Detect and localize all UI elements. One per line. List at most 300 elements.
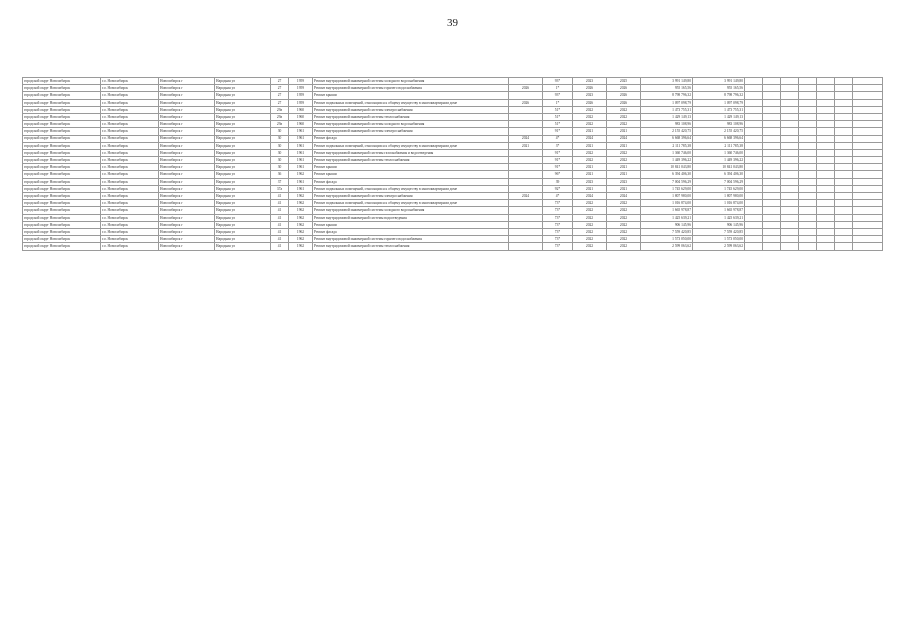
cell-empty bbox=[835, 121, 853, 128]
cell-year-c: 2022 bbox=[573, 149, 607, 156]
cell-empty bbox=[853, 207, 883, 214]
cell-wear: 73* bbox=[543, 221, 573, 228]
cell-empty bbox=[745, 142, 763, 149]
cell-street: Народная ул bbox=[215, 85, 271, 92]
cell-work-type: Ремонт фасада bbox=[313, 228, 509, 235]
cell-empty bbox=[745, 207, 763, 214]
cell-empty bbox=[817, 149, 835, 156]
cell-house: 41 bbox=[271, 243, 289, 250]
cell-empty bbox=[817, 113, 835, 120]
cell-empty bbox=[781, 185, 799, 192]
cell-year-d: 2022 bbox=[607, 149, 641, 156]
table-row bbox=[23, 157, 883, 164]
cell-year-c: 2022 bbox=[573, 214, 607, 221]
cell-year-d: 2022 bbox=[607, 236, 641, 243]
cell-district: городской округ Новосибирск bbox=[23, 171, 101, 178]
cell-wear: 51* bbox=[543, 121, 573, 128]
cell-empty bbox=[835, 214, 853, 221]
cell-cost: 1 473 755,31 bbox=[641, 106, 693, 113]
cell-work-type: Ремонт внутридомовой инженерной системы холодного водоснабжения bbox=[313, 78, 509, 85]
cell-city: Новосибирск г bbox=[159, 128, 215, 135]
cell-empty bbox=[817, 243, 835, 250]
cell-locality-type: г.о. Новосибирск bbox=[101, 236, 159, 243]
cell-empty bbox=[853, 214, 883, 221]
cell-empty bbox=[745, 149, 763, 156]
cell-year-c: 2022 bbox=[573, 106, 607, 113]
cell-district: городской округ Новосибирск bbox=[23, 99, 101, 106]
cell-year: 1961 bbox=[289, 185, 313, 192]
cell-empty bbox=[853, 178, 883, 185]
cell-year-a bbox=[509, 128, 543, 135]
cell-district: городской округ Новосибирск bbox=[23, 221, 101, 228]
cell-year-d: 2021 bbox=[607, 185, 641, 192]
cell-empty bbox=[799, 178, 817, 185]
cell-empty bbox=[763, 157, 781, 164]
cell-cost: 6 394 406,30 bbox=[641, 171, 693, 178]
cell-year-a: 2026 bbox=[509, 85, 543, 92]
cell-empty bbox=[817, 106, 835, 113]
cell-year: 1961 bbox=[289, 157, 313, 164]
cell-empty bbox=[799, 113, 817, 120]
cell-street: Народная ул bbox=[215, 228, 271, 235]
cell-empty bbox=[745, 106, 763, 113]
cell-year: 1962 bbox=[289, 200, 313, 207]
cell-house: 29а bbox=[271, 106, 289, 113]
cell-year-d: 2022 bbox=[607, 121, 641, 128]
cell-empty bbox=[835, 106, 853, 113]
cell-empty bbox=[781, 99, 799, 106]
cell-work-type: Ремонт крыши bbox=[313, 221, 509, 228]
cell-city: Новосибирск г bbox=[159, 236, 215, 243]
cell-locality-type: г.о. Новосибирск bbox=[101, 228, 159, 235]
cell-street: Народная ул bbox=[215, 200, 271, 207]
cell-street: Народная ул bbox=[215, 157, 271, 164]
cell-empty bbox=[799, 200, 817, 207]
cell-empty bbox=[853, 171, 883, 178]
cell-empty bbox=[835, 128, 853, 135]
cell-cost-total: 1 665 978,87 bbox=[693, 207, 745, 214]
cell-empty bbox=[745, 99, 763, 106]
cell-street: Народная ул bbox=[215, 142, 271, 149]
cell-district: городской округ Новосибирск bbox=[23, 128, 101, 135]
cell-locality-type: г.о. Новосибирск bbox=[101, 128, 159, 135]
cell-work-type: Ремонт крыши bbox=[313, 171, 509, 178]
cell-empty bbox=[853, 106, 883, 113]
cell-locality-type: г.о. Новосибирск bbox=[101, 121, 159, 128]
cell-year: 1962 bbox=[289, 236, 313, 243]
cell-district: городской округ Новосибирск bbox=[23, 193, 101, 200]
cell-street: Народная ул bbox=[215, 214, 271, 221]
cell-city: Новосибирск г bbox=[159, 113, 215, 120]
cell-year-d: 2023 bbox=[607, 178, 641, 185]
cell-street: Народная ул bbox=[215, 221, 271, 228]
cell-empty bbox=[853, 78, 883, 85]
cell-empty bbox=[745, 228, 763, 235]
cell-year-a bbox=[509, 121, 543, 128]
cell-work-type: Ремонт крыши bbox=[313, 92, 509, 99]
cell-year-a bbox=[509, 164, 543, 171]
cell-cost: 2 111 785,38 bbox=[641, 142, 693, 149]
cell-locality-type: г.о. Новосибирск bbox=[101, 200, 159, 207]
cell-cost-total: 2 111 785,38 bbox=[693, 142, 745, 149]
cell-empty bbox=[763, 178, 781, 185]
cell-year-c: 2023 bbox=[573, 78, 607, 85]
cell-year-c: 2026 bbox=[573, 85, 607, 92]
cell-year-c: 2022 bbox=[573, 121, 607, 128]
cell-empty bbox=[781, 157, 799, 164]
cell-street: Народная ул bbox=[215, 92, 271, 99]
cell-city: Новосибирск г bbox=[159, 157, 215, 164]
cell-district: городской округ Новосибирск bbox=[23, 236, 101, 243]
cell-year-a bbox=[509, 214, 543, 221]
cell-empty bbox=[817, 128, 835, 135]
cell-year-c: 2021 bbox=[573, 128, 607, 135]
cell-empty bbox=[781, 92, 799, 99]
cell-street: Народная ул bbox=[215, 164, 271, 171]
cell-city: Новосибирск г bbox=[159, 164, 215, 171]
cell-year-d: 2022 bbox=[607, 200, 641, 207]
cell-empty bbox=[817, 228, 835, 235]
cell-house: 29а bbox=[271, 113, 289, 120]
cell-cost-total: 1 473 755,31 bbox=[693, 106, 745, 113]
cell-empty bbox=[853, 164, 883, 171]
cell-empty bbox=[799, 92, 817, 99]
cell-house: 41 bbox=[271, 193, 289, 200]
cell-empty bbox=[799, 207, 817, 214]
cell-empty bbox=[763, 92, 781, 99]
cell-year: 1962 bbox=[289, 171, 313, 178]
cell-empty bbox=[763, 113, 781, 120]
cell-work-type: Ремонт внутридомовой инженерной системы холодного водоснабжения bbox=[313, 207, 509, 214]
cell-house: 41 bbox=[271, 200, 289, 207]
cell-street: Народная ул bbox=[215, 236, 271, 243]
cell-empty bbox=[781, 149, 799, 156]
cell-city: Новосибирск г bbox=[159, 207, 215, 214]
cell-empty bbox=[835, 142, 853, 149]
cell-cost: 7 004 596,29 bbox=[641, 178, 693, 185]
cell-empty bbox=[745, 135, 763, 142]
page-number: 39 bbox=[447, 17, 458, 29]
cell-district: городской округ Новосибирск bbox=[23, 85, 101, 92]
cell-wear: 73* bbox=[543, 207, 573, 214]
cell-year-a: 2024 bbox=[509, 135, 543, 142]
cell-empty bbox=[781, 193, 799, 200]
cell-empty bbox=[835, 171, 853, 178]
cell-city: Новосибирск г bbox=[159, 92, 215, 99]
cell-empty bbox=[835, 228, 853, 235]
cell-cost: 7 559 420,85 bbox=[641, 228, 693, 235]
cell-locality-type: г.о. Новосибирск bbox=[101, 142, 159, 149]
cell-city: Новосибирск г bbox=[159, 193, 215, 200]
cell-cost: 906 145,96 bbox=[641, 221, 693, 228]
cell-wear: 4* bbox=[543, 193, 573, 200]
cell-house: 30 bbox=[271, 157, 289, 164]
cell-year-d: 2022 bbox=[607, 228, 641, 235]
cell-empty bbox=[853, 121, 883, 128]
cell-street: Народная ул bbox=[215, 113, 271, 120]
cell-empty bbox=[781, 178, 799, 185]
cell-year-c: 2022 bbox=[573, 221, 607, 228]
cell-locality-type: г.о. Новосибирск bbox=[101, 243, 159, 250]
cell-work-type: Ремонт внутридомовой инженерной системы водоотведения bbox=[313, 214, 509, 221]
cell-locality-type: г.о. Новосибирск bbox=[101, 106, 159, 113]
cell-district: городской округ Новосибирск bbox=[23, 185, 101, 192]
table-row bbox=[23, 171, 883, 178]
table-row bbox=[23, 149, 883, 156]
cell-house: 37 bbox=[271, 178, 289, 185]
cell-cost-total: 955 165,56 bbox=[693, 85, 745, 92]
cell-cost: 2 599 063,62 bbox=[641, 243, 693, 250]
cell-year: 1959 bbox=[289, 78, 313, 85]
cell-empty bbox=[781, 121, 799, 128]
cell-empty bbox=[799, 164, 817, 171]
cell-empty bbox=[835, 92, 853, 99]
cell-work-type: Ремонт внутридомовой инженерной системы холодного водоснабжения bbox=[313, 121, 509, 128]
cell-empty bbox=[853, 85, 883, 92]
table-row bbox=[23, 164, 883, 171]
cell-year-d: 2026 bbox=[607, 92, 641, 99]
table-row bbox=[23, 200, 883, 207]
cell-empty bbox=[781, 200, 799, 207]
cell-empty bbox=[853, 142, 883, 149]
cell-year-a bbox=[509, 207, 543, 214]
cell-year-a: 2021 bbox=[509, 142, 543, 149]
cell-wear: 73* bbox=[543, 200, 573, 207]
cell-year-d: 2022 bbox=[607, 207, 641, 214]
cell-house: 41 bbox=[271, 228, 289, 235]
cell-year-a bbox=[509, 157, 543, 164]
cell-wear: 91* bbox=[543, 157, 573, 164]
cell-year-a: 2026 bbox=[509, 99, 543, 106]
cell-empty bbox=[781, 243, 799, 250]
cell-cost-total: 2 155 420,75 bbox=[693, 128, 745, 135]
cell-house: 36 bbox=[271, 171, 289, 178]
cell-year-d: 2021 bbox=[607, 128, 641, 135]
cell-empty bbox=[745, 85, 763, 92]
table-row bbox=[23, 85, 883, 92]
cell-locality-type: г.о. Новосибирск bbox=[101, 214, 159, 221]
cell-wear: 91* bbox=[543, 164, 573, 171]
table-row bbox=[23, 207, 883, 214]
cell-empty bbox=[763, 78, 781, 85]
cell-district: городской округ Новосибирск bbox=[23, 200, 101, 207]
cell-cost: 6 668 396,64 bbox=[641, 135, 693, 142]
cell-cost-total: 6 668 396,64 bbox=[693, 135, 745, 142]
cell-empty bbox=[763, 236, 781, 243]
cell-empty bbox=[799, 236, 817, 243]
cell-year: 1962 bbox=[289, 228, 313, 235]
cell-empty bbox=[763, 99, 781, 106]
cell-empty bbox=[763, 121, 781, 128]
cell-cost-total: 1 745 629,00 bbox=[693, 185, 745, 192]
cell-year-c: 2023 bbox=[573, 178, 607, 185]
cell-district: городской округ Новосибирск bbox=[23, 142, 101, 149]
cell-cost: 1 449 396,22 bbox=[641, 157, 693, 164]
cell-year: 1959 bbox=[289, 92, 313, 99]
cell-year-a bbox=[509, 78, 543, 85]
cell-cost-total: 1 097 098,79 bbox=[693, 99, 745, 106]
cell-wear: 3* bbox=[543, 142, 573, 149]
cell-wear: 91* bbox=[543, 149, 573, 156]
cell-year-a bbox=[509, 200, 543, 207]
cell-empty bbox=[781, 228, 799, 235]
cell-empty bbox=[781, 142, 799, 149]
cell-wear: 1* bbox=[543, 99, 573, 106]
cell-city: Новосибирск г bbox=[159, 185, 215, 192]
cell-city: Новосибирск г bbox=[159, 142, 215, 149]
cell-empty bbox=[853, 228, 883, 235]
table-row bbox=[23, 99, 883, 106]
cell-house: 41 bbox=[271, 214, 289, 221]
cell-wear: 93* bbox=[543, 92, 573, 99]
cell-city: Новосибирск г bbox=[159, 214, 215, 221]
cell-empty bbox=[799, 243, 817, 250]
cell-empty bbox=[745, 236, 763, 243]
cell-empty bbox=[817, 236, 835, 243]
cell-empty bbox=[745, 185, 763, 192]
cell-work-type: Ремонт внутридомовой инженерной системы теплоснабжения bbox=[313, 113, 509, 120]
cell-empty bbox=[781, 171, 799, 178]
cell-empty bbox=[799, 214, 817, 221]
cell-empty bbox=[799, 157, 817, 164]
cell-empty bbox=[763, 149, 781, 156]
cell-work-type: Ремонт внутридомовой инженерной системы электроснабжения bbox=[313, 106, 509, 113]
cell-year-d: 2022 bbox=[607, 214, 641, 221]
cell-year-c: 2021 bbox=[573, 164, 607, 171]
cell-empty bbox=[817, 207, 835, 214]
cell-empty bbox=[781, 236, 799, 243]
cell-empty bbox=[781, 106, 799, 113]
cell-city: Новосибирск г bbox=[159, 85, 215, 92]
cell-year: 1960 bbox=[289, 113, 313, 120]
cell-wear: 91* bbox=[543, 128, 573, 135]
cell-city: Новосибирск г bbox=[159, 106, 215, 113]
cell-city: Новосибирск г bbox=[159, 171, 215, 178]
cell-wear: 4* bbox=[543, 135, 573, 142]
cell-year-c: 2024 bbox=[573, 193, 607, 200]
cell-empty bbox=[781, 113, 799, 120]
cell-empty bbox=[853, 236, 883, 243]
cell-year-c: 2021 bbox=[573, 185, 607, 192]
cell-empty bbox=[781, 135, 799, 142]
cell-house: 27 bbox=[271, 99, 289, 106]
cell-wear: 73* bbox=[543, 228, 573, 235]
cell-empty bbox=[763, 214, 781, 221]
cell-street: Народная ул bbox=[215, 171, 271, 178]
cell-district: городской округ Новосибирск bbox=[23, 106, 101, 113]
cell-district: городской округ Новосибирск bbox=[23, 78, 101, 85]
cell-empty bbox=[799, 228, 817, 235]
cell-year-a bbox=[509, 92, 543, 99]
cell-city: Новосибирск г bbox=[159, 121, 215, 128]
cell-empty bbox=[763, 171, 781, 178]
cell-locality-type: г.о. Новосибирск bbox=[101, 221, 159, 228]
cell-wear: 39 bbox=[543, 178, 573, 185]
cell-city: Новосибирск г bbox=[159, 178, 215, 185]
cell-street: Народная ул bbox=[215, 128, 271, 135]
cell-street: Народная ул bbox=[215, 106, 271, 113]
cell-empty bbox=[799, 149, 817, 156]
cell-empty bbox=[817, 157, 835, 164]
cell-wear: 73* bbox=[543, 214, 573, 221]
cell-empty bbox=[853, 221, 883, 228]
cell-year-c: 2022 bbox=[573, 200, 607, 207]
cell-work-type: Ремонт подвальных помещений, относящихся к общему имуществу в многоквартирном доме bbox=[313, 185, 509, 192]
cell-year-d: 2024 bbox=[607, 135, 641, 142]
table-row bbox=[23, 221, 883, 228]
cell-street: Народная ул bbox=[215, 207, 271, 214]
cell-empty bbox=[745, 164, 763, 171]
cell-empty bbox=[817, 142, 835, 149]
cell-cost-total: 1 449 396,22 bbox=[693, 157, 745, 164]
cell-empty bbox=[835, 193, 853, 200]
cell-empty bbox=[763, 128, 781, 135]
cell-empty bbox=[835, 207, 853, 214]
cell-locality-type: г.о. Новосибирск bbox=[101, 178, 159, 185]
cell-empty bbox=[781, 128, 799, 135]
cell-wear: 96* bbox=[543, 171, 573, 178]
cell-empty bbox=[799, 171, 817, 178]
cell-locality-type: г.о. Новосибирск bbox=[101, 185, 159, 192]
cell-city: Новосибирск г bbox=[159, 243, 215, 250]
cell-empty bbox=[853, 135, 883, 142]
cell-empty bbox=[835, 113, 853, 120]
cell-empty bbox=[817, 164, 835, 171]
cell-street: Народная ул bbox=[215, 99, 271, 106]
cell-year-a bbox=[509, 221, 543, 228]
cell-year: 1962 bbox=[289, 221, 313, 228]
cell-district: городской округ Новосибирск bbox=[23, 157, 101, 164]
cell-year-a bbox=[509, 185, 543, 192]
cell-cost-total: 6 394 406,30 bbox=[693, 171, 745, 178]
cell-street: Народная ул bbox=[215, 185, 271, 192]
cell-cost: 2 155 420,75 bbox=[641, 128, 693, 135]
cell-work-type: Ремонт внутридомовой инженерной системы горячего водоснабжения bbox=[313, 236, 509, 243]
table-row bbox=[23, 214, 883, 221]
cell-locality-type: г.о. Новосибирск bbox=[101, 171, 159, 178]
cell-empty bbox=[853, 128, 883, 135]
cell-work-type: Ремонт подвальных помещений, относящихся к общему имуществу в многоквартирном доме bbox=[313, 200, 509, 207]
cell-cost: 1 016 874,00 bbox=[641, 200, 693, 207]
cell-empty bbox=[835, 157, 853, 164]
cell-year: 1960 bbox=[289, 106, 313, 113]
cell-year-a bbox=[509, 149, 543, 156]
cell-city: Новосибирск г bbox=[159, 135, 215, 142]
cell-street: Народная ул bbox=[215, 193, 271, 200]
cell-empty bbox=[781, 164, 799, 171]
cell-empty bbox=[853, 185, 883, 192]
cell-empty bbox=[817, 135, 835, 142]
cell-year-c: 2022 bbox=[573, 157, 607, 164]
cell-year-c: 2021 bbox=[573, 171, 607, 178]
cell-empty bbox=[817, 92, 835, 99]
cell-year-d: 2022 bbox=[607, 106, 641, 113]
cell-year-a: 2024 bbox=[509, 193, 543, 200]
cell-year: 1961 bbox=[289, 128, 313, 135]
cell-empty bbox=[835, 85, 853, 92]
cell-year: 1961 bbox=[289, 135, 313, 142]
cell-city: Новосибирск г bbox=[159, 149, 215, 156]
cell-empty bbox=[781, 221, 799, 228]
cell-empty bbox=[745, 221, 763, 228]
cell-empty bbox=[817, 214, 835, 221]
cell-work-type: Ремонт внутридомовой инженерной системы электроснабжения bbox=[313, 193, 509, 200]
cell-cost-total: 1 807 980,00 bbox=[693, 193, 745, 200]
cell-cost-total: 10 841 043,80 bbox=[693, 164, 745, 171]
cell-empty bbox=[817, 185, 835, 192]
cell-empty bbox=[763, 193, 781, 200]
cell-empty bbox=[763, 106, 781, 113]
